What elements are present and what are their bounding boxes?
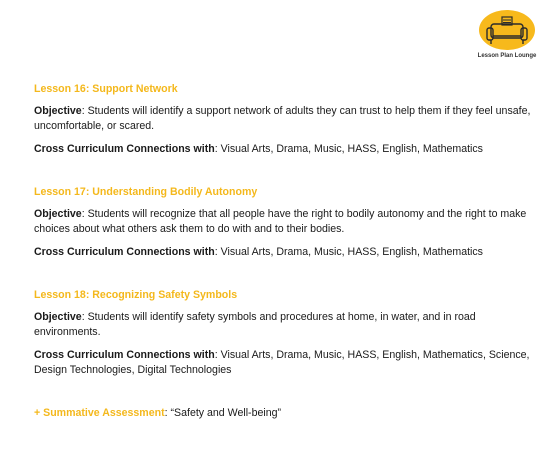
connections-text: Visual Arts, Drama, Music, HASS, English, Mathematics [220,143,483,155]
armchair-icon [475,6,539,52]
lesson-objective: Objective: Students will identify a support network of adults they can trust to help them if they feel unsafe, uncomfortable, or scared. [34,105,531,132]
objective-text: Students will identify a support network of adults they can trust to help them if they feel unsafe, uncomfortable, or scared. [34,105,531,132]
lesson-18 [34,288,534,378]
summative-label: + Summative Assessment [34,407,165,419]
lesson-connections: Cross Curriculum Connections with: Visual Arts, Drama, Music, HASS, English, Mathematics [34,246,483,258]
lesson-objective: Objective: Students will identify safety symbols and procedures at home, in water, and in road environments. [34,311,476,338]
objective-label: Objective [34,311,82,323]
summative-assessment: + Summative Assessment: “Safety and Well-being” [34,407,282,419]
lesson-objective: Objective: Students will recognize that all people have the right to bodily autonomy and the right to make choices about what others ask them to do with and to their bodies. [34,208,527,235]
lesson-title: Lesson 16: Support Network [34,83,178,95]
connections-text: Visual Arts, Drama, Music, HASS, English, Mathematics [220,246,483,258]
lesson-list [34,82,534,420]
brand-logo [471,6,543,64]
connections-label: Cross Curriculum Connections with [34,246,215,258]
lesson-title: Lesson 17: Understanding Bodily Autonomy [34,186,258,198]
objective-text: Students will recognize that all people have the right to bodily autonomy and the right to make choices about what others ask them to do with and to their bodies. [34,208,527,235]
summative-title: “Safety and Well-being” [170,407,282,419]
objective-text: Students will identify safety symbols and procedures at home, in water, and in road environments. [34,311,476,338]
connections-label: Cross Curriculum Connections with [34,143,215,155]
lesson-17 [34,185,534,260]
lesson-connections: Cross Curriculum Connections with: Visual Arts, Drama, Music, HASS, English, Mathematics [34,143,483,155]
objective-label: Objective [34,105,82,117]
logo-text: Lesson Plan Lounge [477,53,537,59]
lesson-title: Lesson 18: Recognizing Safety Symbols [34,289,238,301]
objective-label: Objective [34,208,82,220]
lesson-16 [34,82,534,157]
connections-text: Visual Arts, Drama, Music, HASS, English, Mathematics, Science, Design Technologies, Digital Technologies [34,349,530,376]
lesson-connections: Cross Curriculum Connections with: Visual Arts, Drama, Music, HASS, English, Mathematics, Science, Design Technologies, Digital Technologies [34,349,530,376]
connections-label: Cross Curriculum Connections with [34,349,215,361]
